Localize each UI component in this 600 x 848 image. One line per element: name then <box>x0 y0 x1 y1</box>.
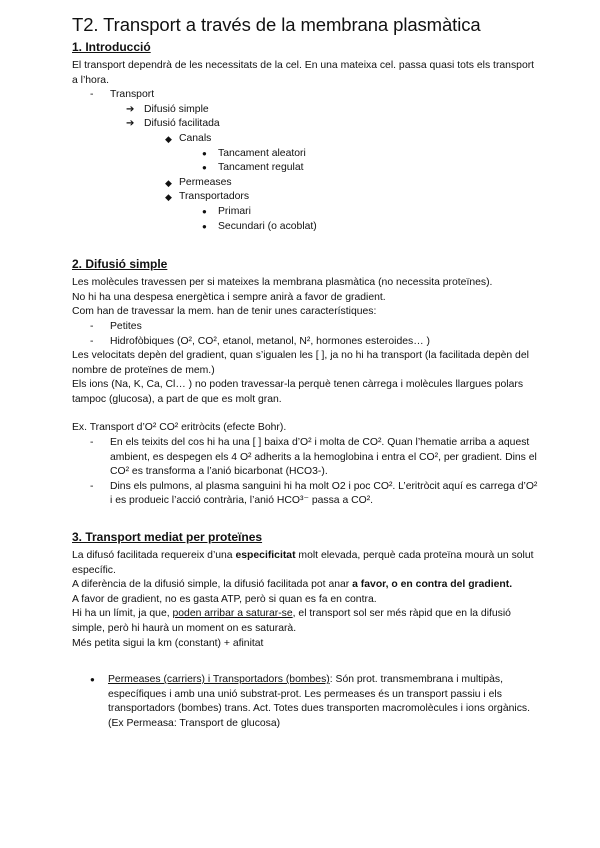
section-3-heading: 3. Transport mediat per proteïnes <box>72 530 263 545</box>
section-1-heading: 1. Introducció <box>72 40 151 54</box>
section-2-paragraph: Els ions (Na, K, Ca, Cl… ) no poden travessar-la perquè tenen càrrega i molècules llargues polars tampoc (glucosa), a part de que es molt gran. <box>72 379 524 405</box>
section-2-paragraph: No hi ha una despesa energètica i sempre anirà a favor de gradient. <box>72 291 386 303</box>
bullet-icon: ● <box>202 163 207 173</box>
section-3-paragraph: A diferència de la difusió simple, la difusió facilitada pot anar a favor, o en contra del gradient. <box>72 579 513 591</box>
section-3-paragraph: Hi ha un límit, ja que, poden arribar a saturar-se, el transport sol ser més ràpid que en la difusió simple, però hi haurà un moment on es saturarà. <box>72 608 511 634</box>
outline-item-tancament-aleatori: ● Tancament aleatori <box>72 147 542 162</box>
outline-item-transport: - Transport <box>72 88 542 103</box>
diamond-icon: ◆ <box>165 192 172 203</box>
diamond-icon: ◆ <box>165 177 172 188</box>
bullet-icon: ● <box>202 206 207 216</box>
dash-marker: - <box>90 437 94 449</box>
outline-item-tancament-regulat: ● Tancament regulat <box>72 161 542 176</box>
outline-item-permeases: ◆ Permeases <box>72 176 542 191</box>
outline-list <box>72 88 542 234</box>
dash-marker: - <box>90 480 94 492</box>
outline-item-primari: ● Primari <box>72 205 542 220</box>
section-1-intro: El transport dependrà de les necessitats de la cel. En una mateixa cel. passa quasi tots els transport a l’hora. <box>72 60 535 86</box>
section-2-paragraph: Les velocitats depèn del gradient, quan s’igualen les [ ], ja no hi ha transport (la facilitada depèn del nombre de proteïnes de mem.) <box>72 350 529 376</box>
section-3-paragraph: A favor de gradient, no es gasta ATP, però si quan es fa en contra. <box>72 593 377 605</box>
arrow-icon: ➔ <box>126 103 135 115</box>
section-2-paragraph: Les molècules travessen per si mateixes la membrana plasmàtica (no necessita proteïnes). <box>72 277 493 289</box>
arrow-icon: ➔ <box>126 118 135 130</box>
page-title: T2. Transport a través de la membrana plasmàtica <box>72 14 481 35</box>
outline-item-difusio-simple: ➔ Difusió simple <box>72 103 542 118</box>
bullet-item-permeases: ● Permeases (carriers) i Transportadors (bombes): Són prot. transmembrana i multipàs, específiques i amb una unió substrat-prot. Les permeases és un transport passiu i els transportadors (bombes) trans. Act. Totes dues transporten macromolècules i ions orgànics. (Ex Permeasa: Transport de glucosa) <box>90 674 530 729</box>
section-3-paragraph: Més petita sigui la km (constant) + afinitat <box>72 637 264 649</box>
bullet-icon: ● <box>202 221 207 231</box>
diamond-icon: ◆ <box>165 133 172 144</box>
characteristic-item: - Petites <box>72 320 542 335</box>
section-2-paragraph: Com han de travessar la mem. han de tenir unes característiques: <box>72 306 377 318</box>
section-2-heading: 2. Difusió simple <box>72 257 168 272</box>
bullet-icon: ● <box>90 675 95 685</box>
outline-item-difusio-facilitada: ➔ Difusió facilitada <box>72 117 542 132</box>
example-heading: Ex. Transport d’O² CO² eritròcits (efecte Bohr). <box>72 422 287 434</box>
document-page <box>72 14 542 732</box>
outline-item-canals: ◆ Canals <box>72 132 542 147</box>
outline-item-transportadors: ◆ Transportadors <box>72 190 542 205</box>
outline-item-secundari: ● Secundari (o acoblat) <box>72 220 542 235</box>
section-3-paragraph: La difusó facilitada requereix d’una especificitat molt elevada, perquè cada proteïna mourà un solut específic. <box>72 550 534 576</box>
example-item: - En els teixits del cos hi ha una [ ] baixa d’O² i molta de CO². Quan l’hematie arriba a aquest ambient, es despegen els 4 O² adherits a la hemoglobina i entra el CO², per gradient. Dins el CO² es transforma a l’anió bicarbonat (HCO3-). <box>90 437 537 478</box>
characteristic-item: - Hidrofòbiques (O², CO², etanol, metanol, N², hormones esteroides… ) <box>72 335 542 350</box>
bullet-icon: ● <box>202 148 207 158</box>
example-item: - Dins els pulmons, al plasma sanguini hi ha molt O2 i poc CO². L’eritròcit aquí es carrega d’O² i es produeic l’acció contrària, l’anió HCO³⁻ passa a CO². <box>90 480 538 507</box>
dash-marker: - <box>90 89 94 101</box>
dash-marker: - <box>90 320 94 332</box>
dash-marker: - <box>90 335 94 347</box>
